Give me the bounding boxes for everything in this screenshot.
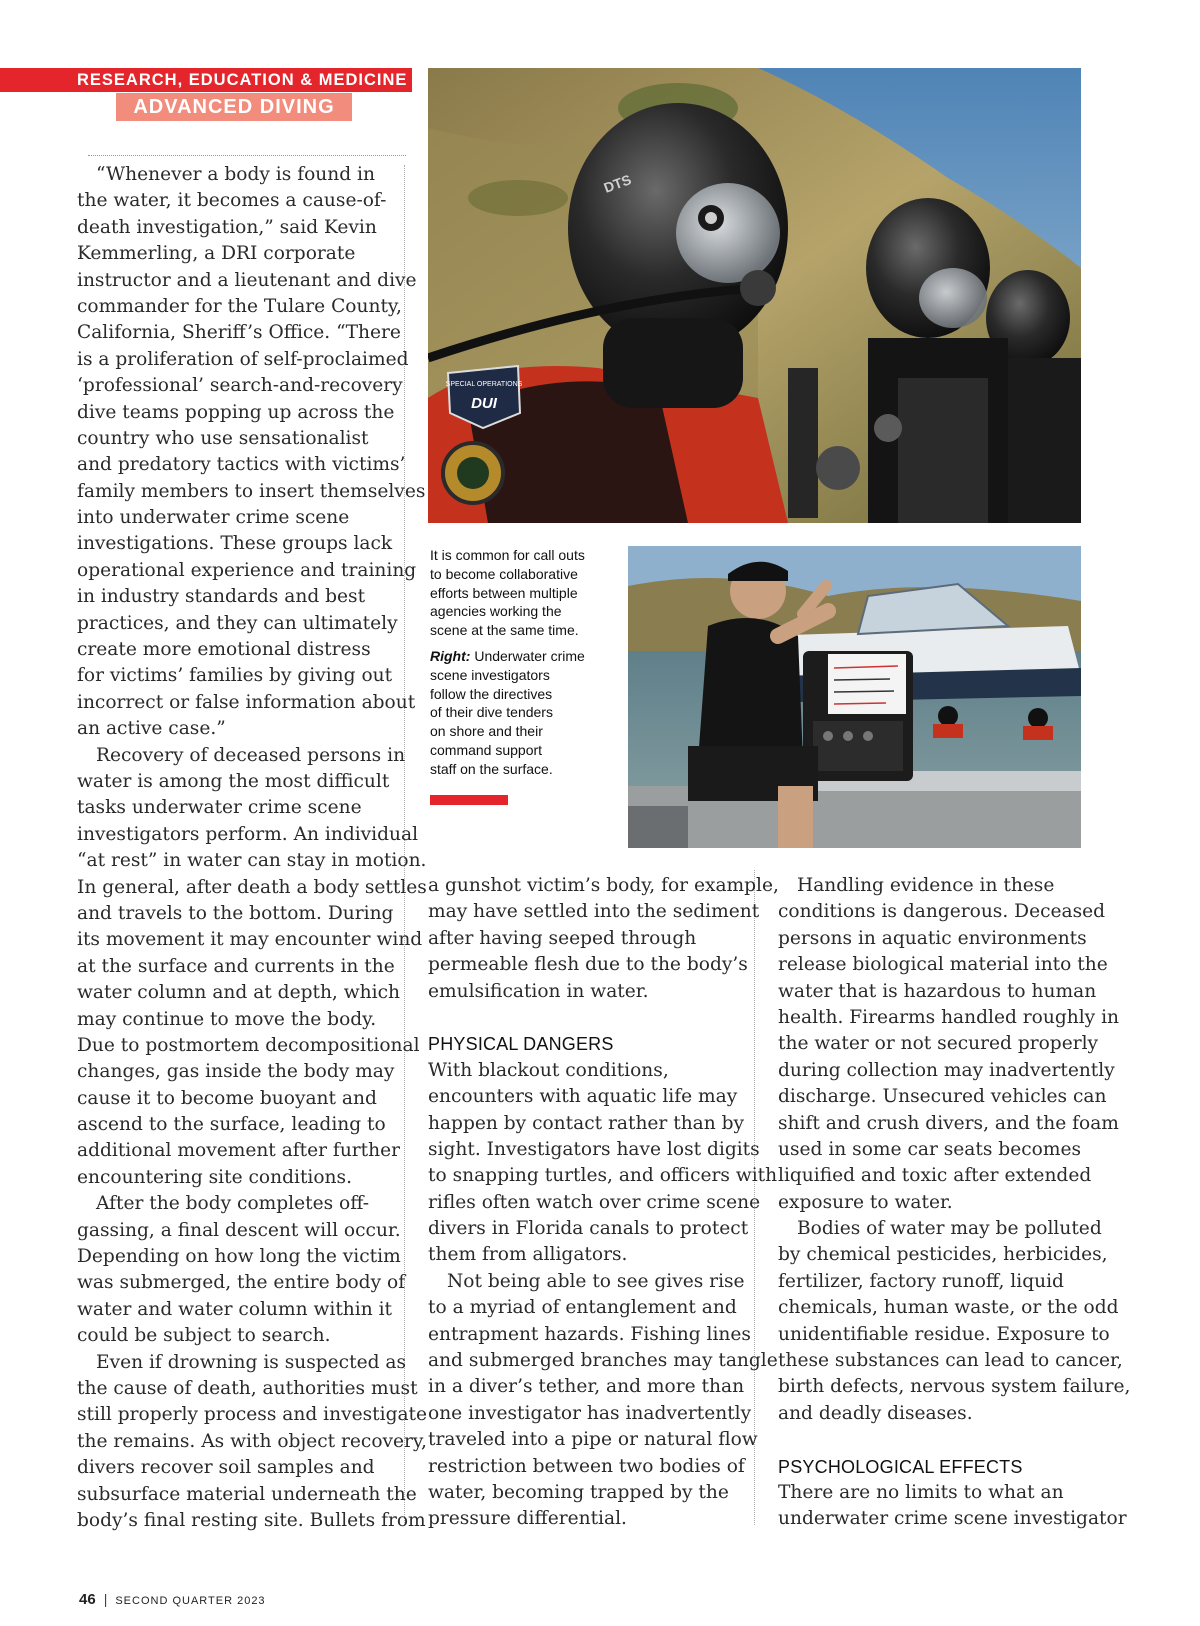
text-line: unidentifiable residue. Exposure to: [778, 1323, 1110, 1345]
text-line: create more emotional distress: [77, 639, 371, 661]
issue-label: SECOND QUARTER 2023: [115, 1595, 266, 1607]
text-line: rifles often watch over crime scene: [428, 1191, 761, 1213]
text-line: death investigation,” said Kevin: [77, 216, 377, 238]
divers-photo-art: [428, 68, 1081, 523]
text-line: of their dive tenders: [430, 704, 553, 721]
svg-text:DUI: DUI: [471, 395, 497, 412]
caption-accent-bar: [430, 795, 508, 805]
text-line: California, Sheriff’s Office. “There: [77, 322, 401, 344]
text-line: restriction between two bodies of: [428, 1455, 745, 1477]
text-line: birth defects, nervous system failure,: [778, 1376, 1131, 1398]
text-line: Bodies of water may be polluted: [797, 1218, 1102, 1240]
text-line: these substances can lead to cancer,: [778, 1350, 1123, 1372]
article-column-2: [428, 873, 779, 1533]
text-line: practices, and they can ultimately: [77, 612, 398, 634]
text-line: still properly process and investigate: [77, 1404, 428, 1426]
text-line: in a diver’s tether, and more than: [428, 1376, 745, 1398]
article-column-3: [778, 873, 1131, 1533]
helmet-logo: DTS: [601, 171, 634, 196]
paragraph-gap: [430, 640, 620, 647]
text-line: at the surface and currents in the: [77, 955, 395, 977]
text-line: shift and crush divers, and the foam: [778, 1112, 1119, 1134]
text-line: persons in aquatic environments: [778, 927, 1087, 949]
subsection-label: ADVANCED DIVING: [116, 93, 352, 121]
section-heading-physical-dangers: PHYSICAL DANGERS: [428, 1034, 614, 1055]
text-line: fertilizer, factory runoff, liquid: [778, 1270, 1064, 1292]
section-label: RESEARCH, EDUCATION & MEDICINE: [77, 71, 408, 89]
text-line: efforts between multiple: [430, 584, 578, 601]
text-line: the cause of death, authorities must: [77, 1377, 418, 1399]
text-line: divers in Florida canals to protect: [428, 1218, 749, 1240]
text-line: an active case.”: [77, 718, 226, 740]
text-line: used in some car seats becomes: [778, 1138, 1081, 1160]
text-line: instructor and a lieutenant and dive: [77, 269, 417, 291]
text-line: water and water column within it: [77, 1298, 393, 1320]
text-line: the water, it becomes a cause-of-: [77, 190, 387, 212]
text-line: Even if drowning is suspected as: [96, 1351, 407, 1373]
text-line: scene investigators: [430, 666, 550, 683]
text-line: into underwater crime scene: [77, 507, 350, 529]
article-column-1: [77, 162, 428, 1534]
text-line: After the body completes off-: [96, 1193, 370, 1215]
text-line: water, becoming trapped by the: [428, 1481, 729, 1503]
text-line: operational experience and training: [77, 559, 417, 581]
text-line: its movement it may encounter wind: [77, 929, 423, 951]
text-line: the water or not secured properly: [778, 1033, 1099, 1055]
text-line: command support: [430, 741, 543, 758]
dive-tender-photo: [628, 546, 1081, 848]
text-line: cause it to become buoyant and: [77, 1087, 377, 1109]
text-line: divers recover soil samples and: [77, 1457, 375, 1479]
text-line: emulsification in water.: [428, 980, 649, 1002]
text-line: health. Firearms handled roughly in: [778, 1006, 1119, 1028]
text-line: Depending on how long the victim: [77, 1246, 401, 1268]
text-line: water is among the most difficult: [77, 770, 390, 792]
text-line: in industry standards and best: [77, 586, 366, 608]
text-line: entrapment hazards. Fishing lines: [428, 1323, 751, 1345]
text-line: gassing, a final descent will occur.: [77, 1219, 401, 1241]
text-line: Handling evidence in these: [797, 875, 1055, 896]
text-line: and deadly diseases.: [778, 1402, 973, 1424]
text-line: Not being able to see gives rise: [447, 1270, 745, 1292]
caption-right-label: Right:: [430, 647, 471, 664]
text-line: changes, gas inside the body may: [77, 1061, 395, 1083]
text-line: after having seeped through: [428, 927, 697, 949]
text-line: one investigator has inadvertently: [428, 1402, 752, 1424]
page-number: 46: [79, 1591, 96, 1608]
text-line: ascend to the surface, leading to: [77, 1114, 386, 1136]
text-line: permeable flesh due to the body’s: [428, 954, 748, 976]
text-line: Kemmerling, a DRI corporate: [77, 243, 356, 265]
text-line: could be subject to search.: [77, 1325, 331, 1347]
text-line: additional movement after further: [77, 1140, 401, 1162]
text-line: scene at the same time.: [430, 622, 579, 639]
text-line: In general, after death a body settles: [77, 876, 427, 898]
text-line: incorrect or false information about: [77, 691, 416, 713]
text-line: a gunshot victim’s body, for example,: [428, 875, 779, 896]
text-line: “Whenever a body is found in: [96, 164, 375, 185]
text-line: Recovery of deceased persons in: [96, 744, 406, 766]
text-line: to snapping turtles, and officers with: [428, 1165, 778, 1187]
text-line: encountering site conditions.: [77, 1166, 352, 1188]
text-line: and travels to the bottom. During: [77, 902, 394, 924]
footer-separator: |: [103, 1591, 108, 1607]
text-line: may continue to move the body.: [77, 1008, 377, 1030]
text-line: and predatory tactics with victims’: [77, 454, 406, 476]
text-line: and submerged branches may tangle: [428, 1350, 778, 1372]
text-line: is a proliferation of self-proclaimed: [77, 348, 409, 370]
text-line: water column and at depth, which: [77, 982, 400, 1004]
text-line: agencies working the: [430, 603, 562, 620]
text-line: to become collaborative: [430, 565, 578, 582]
text-line: country who use sensationalist: [77, 427, 369, 449]
text-line: traveled into a pipe or natural flow: [428, 1429, 758, 1451]
text-line: staff on the surface.: [430, 760, 553, 777]
text-line: “at rest” in water can stay in motion.: [77, 850, 427, 872]
header-rule: [88, 155, 406, 156]
text-line: follow the directives: [430, 685, 553, 702]
photo-caption: [430, 546, 620, 779]
text-line: body’s final resting site. Bullets from: [77, 1509, 426, 1531]
text-line: to a myriad of entanglement and: [428, 1297, 737, 1319]
text-line: It is common for call outs: [430, 547, 585, 563]
text-line: tasks underwater crime scene: [77, 797, 362, 819]
paragraph-gap: [778, 1427, 1078, 1453]
text-line: commander for the Tulare County,: [77, 295, 402, 317]
divers-photo: [428, 68, 1081, 523]
text-line: was submerged, the entire body of: [77, 1272, 406, 1294]
text-line: them from alligators.: [428, 1244, 628, 1266]
text-line: underwater crime scene investigator: [778, 1508, 1127, 1530]
text-line: the remains. As with object recovery,: [77, 1430, 427, 1452]
section-heading-psychological-effects: PSYCHOLOGICAL EFFECTS: [778, 1456, 1023, 1477]
text-line: investigators perform. An individual: [77, 823, 419, 845]
text-line: discharge. Unsecured vehicles can: [778, 1086, 1107, 1108]
text-line: encounters with aquatic life may: [428, 1086, 738, 1108]
text-line: may have settled into the sediment: [428, 901, 760, 923]
text-line: happen by contact rather than by: [428, 1112, 745, 1134]
text-line: There are no limits to what an: [778, 1481, 1064, 1503]
text-line: water that is hazardous to human: [778, 980, 1097, 1002]
text-line: dive teams popping up across the: [77, 401, 395, 423]
text-line: for victims’ families by giving out: [77, 665, 393, 687]
text-line: during collection may inadvertently: [778, 1059, 1115, 1081]
text-line: pressure differential.: [428, 1508, 627, 1530]
dive-tender-photo-art: [628, 546, 1081, 848]
text-line: chemicals, human waste, or the odd: [778, 1297, 1119, 1319]
text-line: Due to postmortem decompositional: [77, 1034, 420, 1056]
text-line: conditions is dangerous. Deceased: [778, 901, 1106, 923]
text-line: family members to insert themselves: [77, 480, 426, 502]
text-line: exposure to water.: [778, 1191, 953, 1213]
paragraph-gap: [428, 1005, 738, 1031]
text-line: on shore and their: [430, 723, 543, 740]
text-line: liquified and toxic after extended: [778, 1165, 1092, 1187]
text-line: by chemical pesticides, herbicides,: [778, 1244, 1108, 1266]
text-line: sight. Investigators have lost digits: [428, 1138, 760, 1160]
text-line: ‘professional’ search-and-recovery: [77, 375, 403, 397]
caption-right-text: Underwater crime: [470, 647, 585, 664]
text-line: investigations. These groups lack: [77, 533, 393, 555]
text-line: subsurface material underneath the: [77, 1483, 417, 1505]
text-line: release biological material into the: [778, 954, 1108, 976]
text-line: With blackout conditions,: [428, 1059, 669, 1081]
page-footer: [79, 1590, 266, 1610]
svg-text:SPECIAL OPERATIONS: SPECIAL OPERATIONS: [445, 381, 523, 388]
caption-right-line: [430, 647, 620, 666]
